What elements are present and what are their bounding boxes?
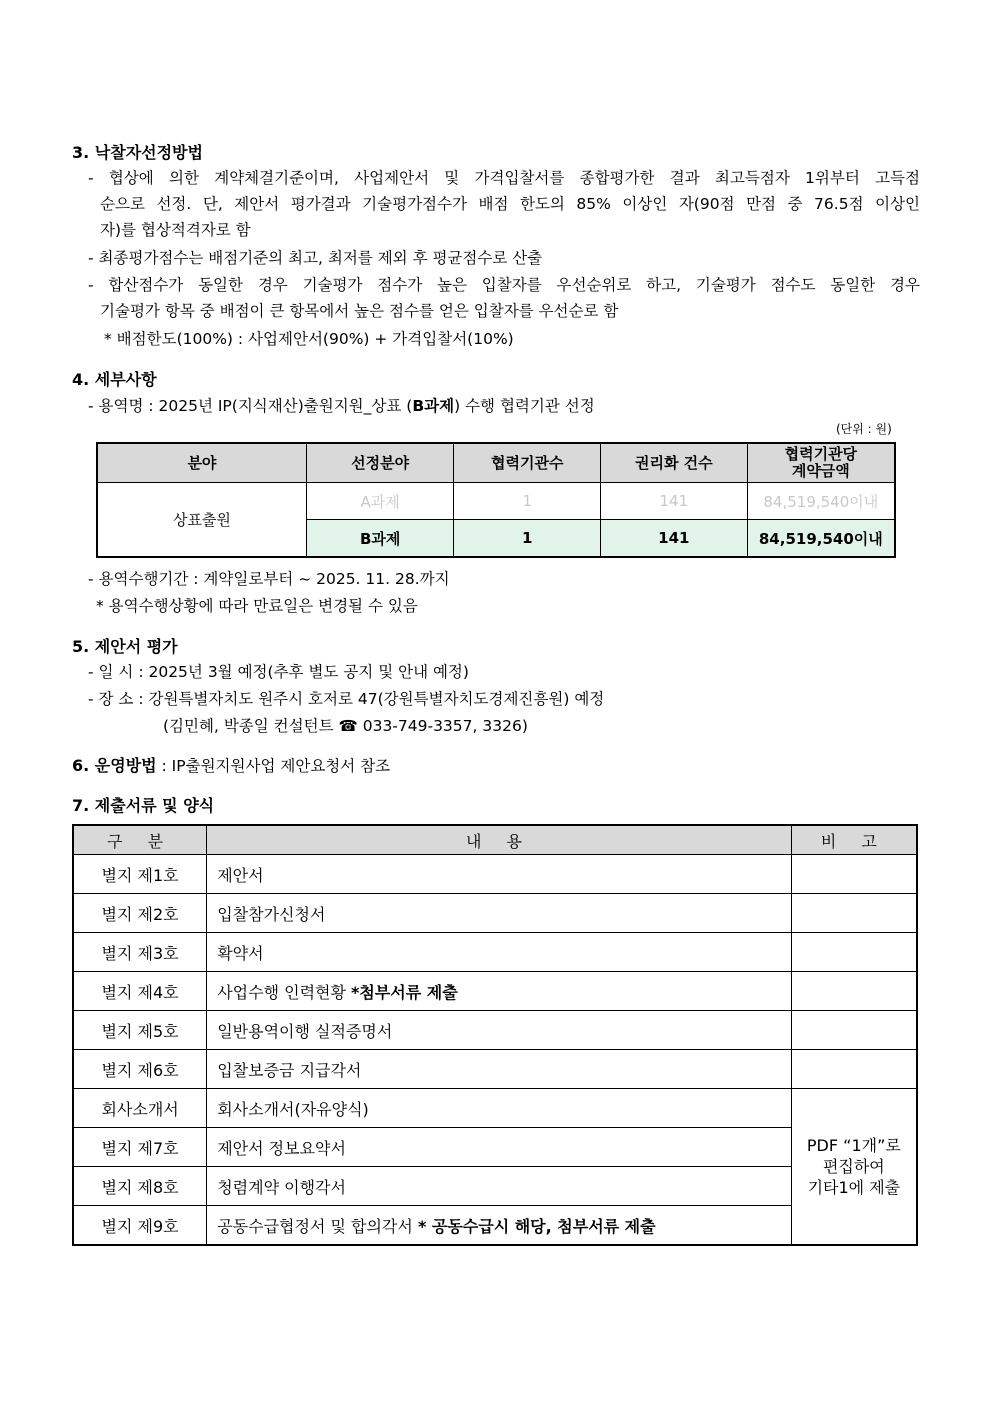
doc-category: 별지 제7호 xyxy=(73,1128,207,1167)
s3-bullet1-line1: - 협상에 의한 계약체결기준이며, 사업제안서 및 가격입찰서를 종합평가한 결과 최고득점자 1위부터 고득점 xyxy=(88,169,920,187)
doc-category: 별지 제3호 xyxy=(73,933,207,972)
doc-content: 제안서 정보요약서 xyxy=(207,1128,792,1167)
header-rights-count: 권리화 건수 xyxy=(601,443,748,483)
doc-content: 청렴계약 이행각서 xyxy=(207,1167,792,1206)
cell-amount: 84,519,540이내 xyxy=(747,483,895,520)
header-org-count: 협력기관수 xyxy=(454,443,601,483)
field-cell: 상표출원 xyxy=(97,483,306,558)
doc-category: 별지 제1호 xyxy=(73,855,207,894)
service-name-prefix: - 용역명 : 2025년 IP(지식재산)출원지원_상표 ( xyxy=(88,397,413,415)
header-content: 내 용 xyxy=(207,825,792,855)
s3-note: * 배점한도(100%) : 사업제안서(90%) + 가격입찰서(10%) xyxy=(104,330,514,348)
table-row xyxy=(73,1206,917,1246)
doc-remark xyxy=(791,933,917,972)
doc-category: 별지 제6호 xyxy=(73,1050,207,1089)
doc-remark xyxy=(791,855,917,894)
table-row xyxy=(73,972,917,1011)
evaluation-contact: (김민혜, 박종일 컨설턴트 ☎ 033-749-3357, 3326) xyxy=(163,717,528,735)
doc-content: 공동수급협정서 및 합의각서 * 공동수급시 해당, 첨부서류 제출 xyxy=(207,1206,792,1246)
doc-category: 별지 제9호 xyxy=(73,1206,207,1246)
section-5-title: 5. 제안서 평가 xyxy=(72,637,178,656)
documents-table xyxy=(72,824,918,1246)
table-row xyxy=(73,1167,917,1206)
doc-content: 사업수행 인력현황 *첨부서류 제출 xyxy=(207,972,792,1011)
doc-remark xyxy=(791,1050,917,1089)
unit-label: (단위 : 원) xyxy=(836,422,892,436)
doc-content: 회사소개서(자유양식) xyxy=(207,1089,792,1128)
doc-remark xyxy=(791,972,917,1011)
doc-remark-merged: PDF “1개”로 편집하여 기타1에 제출 xyxy=(791,1089,917,1246)
cell-org-count: 1 xyxy=(454,520,601,558)
doc-category: 회사소개서 xyxy=(73,1089,207,1128)
doc-category: 별지 제8호 xyxy=(73,1167,207,1206)
doc-remark xyxy=(791,1011,917,1050)
table-row xyxy=(73,1011,917,1050)
section-7-title: 7. 제출서류 및 양식 xyxy=(72,796,215,815)
s3-bullet3-line1: - 합산점수가 동일한 경우 기술평가 점수가 높은 입찰자를 우선순위로 하고, 기술평가 점수도 동일한 경우 xyxy=(88,276,920,294)
cell-rights-count: 141 xyxy=(601,483,748,520)
s3-bullet1-line3: 자)를 협상적격자로 함 xyxy=(100,221,251,239)
doc-remark xyxy=(791,894,917,933)
header-contract-amount: 협력기관당 계약금액 xyxy=(747,443,895,483)
header-remark: 비 고 xyxy=(791,825,917,855)
doc-content: 제안서 xyxy=(207,855,792,894)
table-row xyxy=(97,483,895,520)
section-3-title: 3. 낙찰자선정방법 xyxy=(72,143,203,162)
cell-rights-count: 141 xyxy=(601,520,748,558)
service-name xyxy=(88,394,595,416)
evaluation-date: - 일 시 : 2025년 3월 예정(추후 별도 공지 및 안내 예정) xyxy=(88,663,469,681)
documents-table-header xyxy=(73,825,917,855)
contract-table-header xyxy=(97,443,895,483)
doc-content: 일반용역이행 실적증명서 xyxy=(207,1011,792,1050)
s3-bullet1-line2: 순으로 선정. 단, 제안서 평가결과 기술평가점수가 배점 한도의 85% 이상인 자(90점 만점 중 76.5점 이상인 xyxy=(100,195,920,213)
section-6-title: 6. 운영방법 xyxy=(72,756,157,775)
section-4-title: 4. 세부사항 xyxy=(72,370,157,389)
doc-category: 별지 제2호 xyxy=(73,894,207,933)
cell-amount: 84,519,540이내 xyxy=(747,520,895,558)
header-selected-field: 선정분야 xyxy=(306,443,454,483)
doc-content: 입찰보증금 지급각서 xyxy=(207,1050,792,1089)
service-name-suffix: ) 수행 협력기관 선정 xyxy=(454,397,595,415)
section-6 xyxy=(72,753,390,776)
header-field: 분야 xyxy=(97,443,306,483)
cell-org-count: 1 xyxy=(454,483,601,520)
service-name-bold: B과제 xyxy=(412,397,455,415)
table-row xyxy=(73,1050,917,1089)
s3-bullet2: - 최종평가점수는 배점기준의 최고, 최저를 제외 후 평균점수로 산출 xyxy=(88,249,543,267)
section-6-text: : IP출원지원사업 제안요청서 참조 xyxy=(156,757,391,775)
doc-category: 별지 제5호 xyxy=(73,1011,207,1050)
s3-bullet3-line2: 기술평가 항목 중 배점이 큰 항목에서 높은 점수를 얻은 입찰자를 우선순로 함 xyxy=(100,302,619,320)
table-row xyxy=(73,1089,917,1128)
cell-task: B과제 xyxy=(306,520,454,558)
evaluation-place: - 장 소 : 강원특별자치도 원주시 호저로 47(강원특별자치도경제진흥원) 예정 xyxy=(88,690,605,708)
table-row xyxy=(73,1128,917,1167)
doc-content: 입찰참가신청서 xyxy=(207,894,792,933)
contract-table xyxy=(96,442,896,558)
table-row xyxy=(73,894,917,933)
service-period-note: * 용역수행상황에 따라 만료일은 변경될 수 있음 xyxy=(96,597,418,615)
service-period: - 용역수행기간 : 계약일로부터 ~ 2025. 11. 28.까지 xyxy=(88,570,450,588)
doc-category: 별지 제4호 xyxy=(73,972,207,1011)
cell-task: A과제 xyxy=(306,483,454,520)
table-row xyxy=(73,855,917,894)
table-row xyxy=(73,933,917,972)
header-category: 구 분 xyxy=(73,825,207,855)
doc-content: 확약서 xyxy=(207,933,792,972)
